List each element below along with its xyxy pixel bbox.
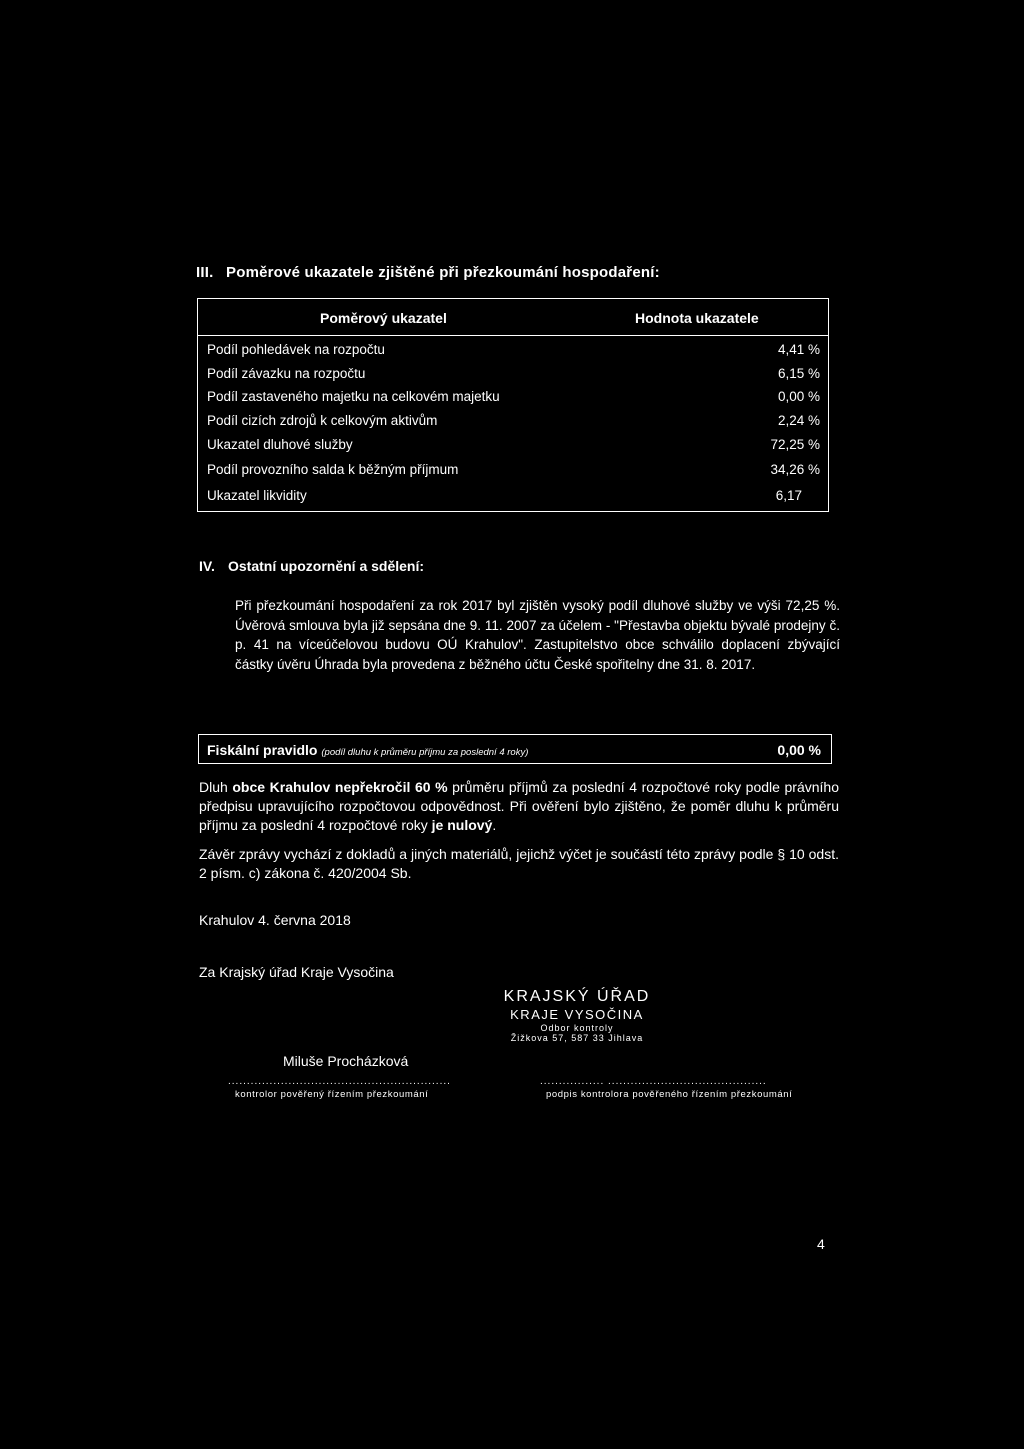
conclusion-paragraph: Závěr zprávy vychází z dokladů a jiných materiálů, jejichž výčet je součástí této zprávy podle § 10 odst. 2 písm. c) zákona č. 420/2004 Sb. xyxy=(199,846,839,881)
text-span: průměru příjmů za poslední 4 rozpočtové roky podle právního předpisu upravujícího rozpočtovou odpovědnost. Při ověření bylo zjištěno, že poměr dluhu k průměru příjmu za poslední 4 rozpočtové roky xyxy=(199,779,839,833)
section-4-body: Při přezkoumání hospodaření za rok 2017 byl zjištěn vysoký podíl dluhové služby ve výši 72,25 %. Úvěrová smlouva byla již sepsána dne 9. 11. 2007 za účelem - "Přestavba objektu bývalé prodejny č. p. 41 na víceúčelovou budovu OÚ Krahulov". Zastupitelstvo obce schválilo doplacení zbývající částky úvěru Úhrada byla provedena z běžného účtu České spořitelny dne 31. 8. 2017. xyxy=(235,598,840,672)
row-value: 2,24 % xyxy=(777,413,820,428)
row-label: Podíl provozního salda k běžným příjmum xyxy=(207,462,459,477)
row-value: 34,26 % xyxy=(770,462,820,477)
stamp-line-1: KRAJSKÝ ÚŘAD xyxy=(503,988,651,1005)
bold-span: je nulový xyxy=(431,817,493,833)
debt-paragraph xyxy=(199,778,839,835)
section-3-heading xyxy=(196,264,660,281)
table-row xyxy=(198,386,828,410)
fiscal-rule-value: 0,00 % xyxy=(777,742,821,758)
text-span: . xyxy=(492,817,497,833)
row-value: 4,41 % xyxy=(777,342,820,357)
fiscal-rule-subtitle: (podíl dluhu k průměru příjmu za poslední 4 roky) xyxy=(321,747,529,758)
fiscal-rule-box xyxy=(198,734,832,764)
row-label: Podíl cizích zdrojů k celkovým aktivům xyxy=(207,413,438,428)
stamp-line-4: Žižkova 57, 587 33 Jihlava xyxy=(510,1033,644,1043)
signature-dots-left: ........................................................... xyxy=(228,1076,451,1087)
section-4-title: Ostatní upozornění a sdělení: xyxy=(228,558,425,574)
stamp-line-2: KRAJE VYSOČINA xyxy=(510,1007,644,1022)
ratio-table xyxy=(197,298,829,512)
fiscal-rule-label xyxy=(207,742,528,758)
section-3-number: III. xyxy=(196,264,214,281)
row-value: 6,17 xyxy=(775,488,802,503)
row-label: Podíl pohledávek na rozpočtu xyxy=(207,342,385,357)
row-label: Podíl zastaveného majetku na celkovém majetku xyxy=(207,389,500,404)
ratio-table-header xyxy=(198,299,828,336)
header-indicator: Poměrový ukazatel xyxy=(320,310,447,326)
stamp-line-3: Odbor kontroly xyxy=(540,1023,614,1033)
table-row xyxy=(198,459,828,483)
section-3-title: Poměrové ukazatele zjištěné při přezkoumání hospodaření: xyxy=(226,264,660,281)
table-row xyxy=(198,363,828,387)
fiscal-rule-title: Fiskální pravidlo xyxy=(207,742,318,758)
row-label: Podíl závazku na rozpočtu xyxy=(207,366,366,381)
bold-span: obce Krahulov nepřekročil 60 % xyxy=(232,779,448,795)
signature-caption-right: podpis kontrolora pověřeného řízením přezkoumání xyxy=(546,1089,793,1100)
row-value: 6,15 % xyxy=(777,366,820,381)
signature-dots-right: ................. .......................................... xyxy=(540,1076,767,1087)
row-label: Ukazatel dluhové služby xyxy=(207,437,353,452)
authority-line: Za Krajský úřad Kraje Vysočina xyxy=(199,964,394,980)
row-value: 72,25 % xyxy=(770,437,820,452)
place-date: Krahulov 4. června 2018 xyxy=(199,912,351,928)
table-row xyxy=(198,485,828,509)
row-label: Ukazatel likvidity xyxy=(207,488,307,503)
text-span: Dluh xyxy=(199,779,233,795)
table-row xyxy=(198,410,828,434)
section-4-number: IV. xyxy=(199,558,215,574)
office-stamp xyxy=(497,988,657,1043)
table-row xyxy=(198,434,828,458)
signature-caption-left: kontrolor pověřený řízením přezkoumání xyxy=(235,1089,429,1100)
section-4-heading xyxy=(199,558,424,574)
row-value: 0,00 % xyxy=(777,389,820,404)
page-number: 4 xyxy=(817,1236,825,1252)
header-value: Hodnota ukazatele xyxy=(635,310,759,326)
signer-name: Miluše Procházková xyxy=(283,1053,409,1069)
table-row xyxy=(198,339,828,363)
